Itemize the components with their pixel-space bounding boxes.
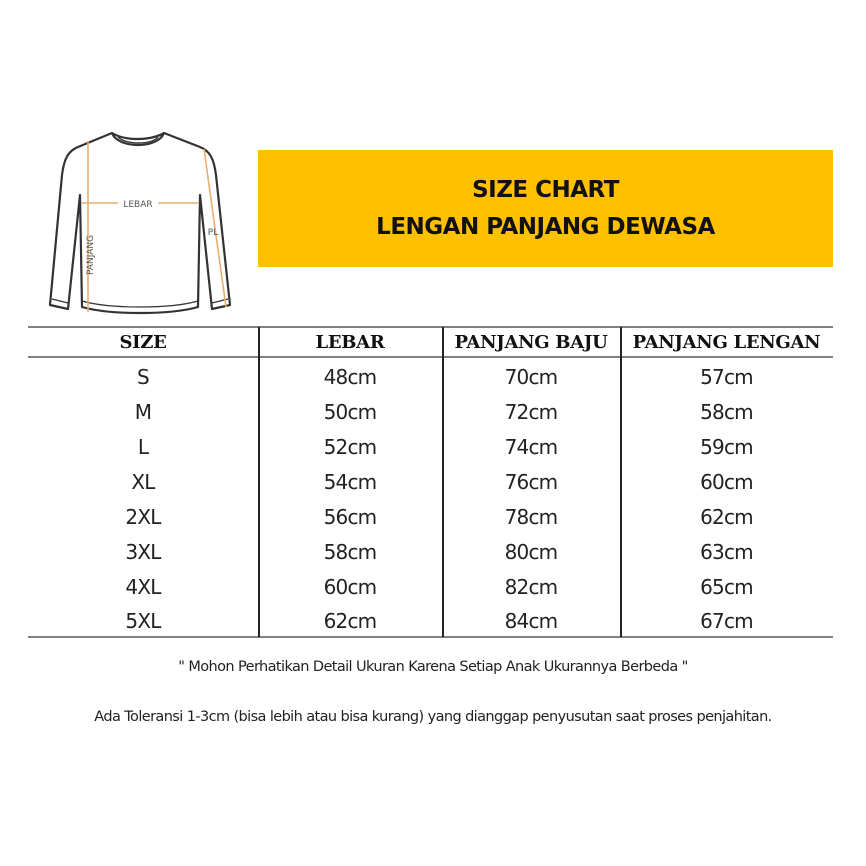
panjang-baju-cell: 74cm <box>504 434 558 459</box>
table-row <box>28 464 833 499</box>
tolerance-text: Ada Toleransi 1-3cm (bisa lebih atau bisa kurang) yang dianggap penyusutan saat proses penjahitan. <box>94 709 772 725</box>
sleeve-label: PL <box>207 228 219 238</box>
table-row <box>28 569 833 604</box>
title-banner <box>258 150 833 267</box>
header-panjang-lengan: PANJANG LENGAN <box>632 331 821 353</box>
table-row <box>28 394 833 429</box>
table-row <box>28 534 833 569</box>
lebar-cell: 60cm <box>323 574 377 599</box>
lebar-cell: 52cm <box>323 434 377 459</box>
panjang-baju-cell: 80cm <box>504 539 558 564</box>
lebar-cell: 54cm <box>323 469 377 494</box>
panjang-lengan-cell: 62cm <box>700 504 753 529</box>
lebar-cell: 62cm <box>323 608 377 633</box>
size-cell: 4XL <box>125 574 161 599</box>
header-lebar: LEBAR <box>315 331 385 353</box>
panjang-lengan-cell: 57cm <box>700 364 753 389</box>
panjang-lengan-cell: 59cm <box>700 434 753 459</box>
panjang-lengan-cell: 58cm <box>700 399 753 424</box>
panjang-lengan-cell: 67cm <box>700 608 753 633</box>
lebar-cell: 50cm <box>323 399 377 424</box>
panjang-lengan-cell: 63cm <box>700 539 753 564</box>
header-bottom-border <box>28 356 833 358</box>
panjang-lengan-cell: 60cm <box>700 469 753 494</box>
lebar-cell: 56cm <box>323 504 377 529</box>
lebar-cell: 58cm <box>323 539 377 564</box>
table-row <box>28 359 833 394</box>
panjang-baju-cell: 82cm <box>504 574 558 599</box>
panjang-baju-cell: 72cm <box>504 399 558 424</box>
panjang-baju-cell: 76cm <box>504 469 558 494</box>
size-cell: 5XL <box>125 608 161 633</box>
panjang-lengan-cell: 65cm <box>700 574 753 599</box>
width-label: LEBAR <box>123 200 153 210</box>
size-cell: M <box>134 399 152 424</box>
table-row <box>28 603 833 638</box>
long-sleeve-shirt-illustration <box>30 115 250 325</box>
size-cell: 3XL <box>125 539 161 564</box>
notice-text: " Mohon Perhatikan Detail Ukuran Karena Setiap Anak Ukurannya Berbeda " <box>178 659 688 675</box>
length-label: PANJANG <box>86 234 96 276</box>
table-row <box>28 499 833 534</box>
banner-title: SIZE CHART <box>472 176 619 203</box>
table-header-row <box>28 328 833 356</box>
size-cell: S <box>137 364 149 389</box>
size-cell: 2XL <box>125 504 161 529</box>
panjang-baju-cell: 78cm <box>504 504 558 529</box>
banner-subtitle: LENGAN PANJANG DEWASA <box>376 213 715 240</box>
panjang-baju-cell: 84cm <box>504 608 558 633</box>
header-size: SIZE <box>119 331 167 353</box>
table-row <box>28 429 833 464</box>
size-cell: XL <box>131 469 155 494</box>
size-cell: L <box>137 434 149 459</box>
header-panjang-baju: PANJANG BAJU <box>454 331 608 353</box>
lebar-cell: 48cm <box>323 364 377 389</box>
panjang-baju-cell: 70cm <box>504 364 558 389</box>
